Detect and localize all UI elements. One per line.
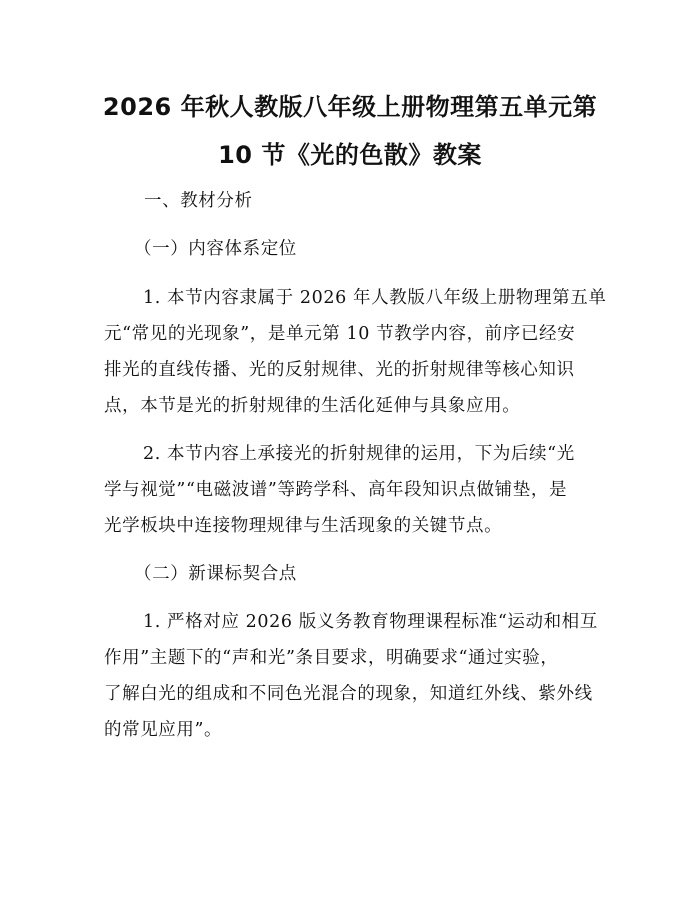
paragraph-3-line-1: 1. 严格对应 2026 版义务教育物理课程标准“运动和相互	[143, 612, 598, 632]
paragraph-2-line-1: 2. 本节内容上承接光的折射规律的运用，下为后续“光	[143, 444, 575, 464]
paragraph-2-line-2: 学与视觉”“电磁波谱”等跨学科、高年段知识点做铺垫，是	[104, 480, 568, 500]
subsection-heading-curriculum-alignment: （二）新课标契合点	[134, 564, 297, 584]
paragraph-3-line-2: 作用”主题下的“声和光”条目要求，明确要求“通过实验，	[104, 648, 559, 668]
paragraph-1-line-4: 点，本节是光的折射规律的生活化延伸与具象应用。	[104, 396, 521, 416]
paragraph-3-line-3: 了解白光的组成和不同色光混合的现象，知道红外线、紫外线	[104, 684, 593, 704]
document-title-line-1: 2026 年秋人教版八年级上册物理第五单元第	[102, 93, 598, 121]
section-heading-textbook-analysis: 一、教材分析	[144, 191, 253, 211]
paragraph-3-line-4: 的常见应用”。	[104, 720, 223, 740]
paragraph-1-line-1: 1. 本节内容隶属于 2026 年人教版八年级上册物理第五单	[143, 288, 607, 308]
paragraph-1-line-2: 元“常见的光现象”，是单元第 10 节教学内容，前序已经安	[104, 324, 576, 344]
subsection-heading-content-positioning: （一）内容体系定位	[134, 239, 297, 259]
paragraph-2-line-3: 光学板块中连接物理规律与生活现象的关键节点。	[104, 516, 503, 536]
document-title-line-2: 10 节《光的色散》教案	[218, 141, 482, 169]
paragraph-1-line-3: 排光的直线传播、光的反射规律、光的折射规律等核心知识	[104, 360, 575, 380]
